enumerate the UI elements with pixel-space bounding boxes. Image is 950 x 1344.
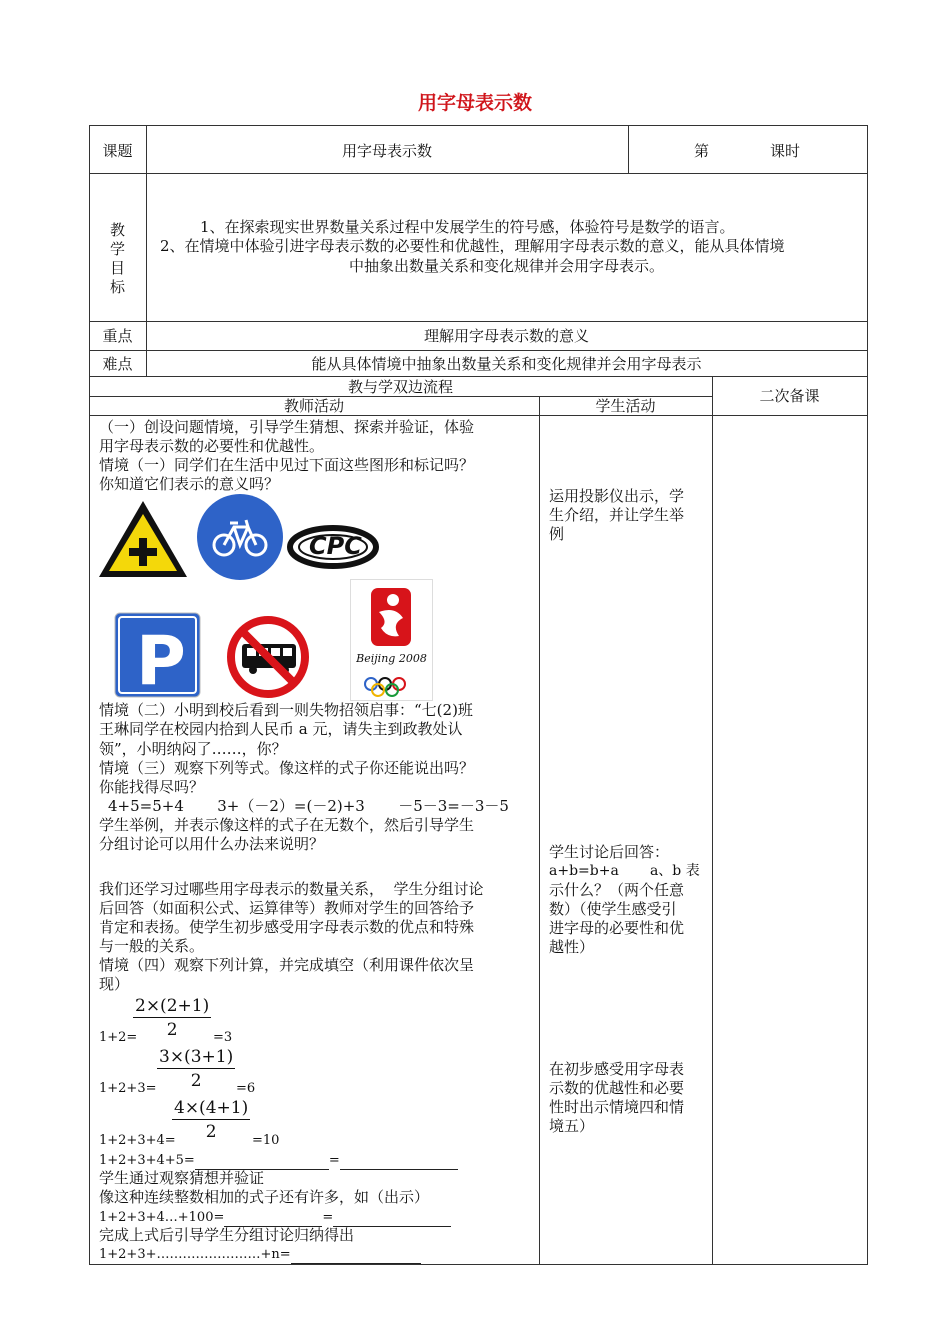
teacher-text: 完成上式后引导学生分组讨论归纳得出 xyxy=(99,1226,355,1244)
difficulty-value: 能从具体情境中抽象出数量关系和变化规律并会用字母表示 xyxy=(311,355,702,373)
teacher-text: 肯定和表扬。使学生初步感受用字母表示数的优点和特殊 xyxy=(99,918,475,936)
fraction-denominator: 2 xyxy=(190,1071,202,1091)
goal-line-2: 2、在情境中体验引进字母表示数的必要性和优越性，理解用字母表示数的意义，能从具体情境 xyxy=(160,237,785,255)
beijing-emblem-text: Beijing 2008 xyxy=(356,652,427,665)
key-point-value: 理解用字母表示数的意义 xyxy=(423,327,589,345)
fraction-2 xyxy=(157,1046,235,1093)
answer-blank[interactable] xyxy=(340,1169,458,1170)
teacher-text: 后回答（如面积公式、运算律等）教师对学生的回答给予 xyxy=(99,899,475,917)
teacher-text: 你知道它们表示的意义吗？ xyxy=(99,475,280,493)
fraction-numerator: 3×(3+1) xyxy=(159,1047,234,1067)
teacher-text: 学生通过观察猜想并验证 xyxy=(99,1169,265,1187)
student-text: 示什么？（两个任意 xyxy=(549,881,685,899)
student-text: 生介绍，并让学生举 xyxy=(549,506,685,524)
beijing-emblem-icon xyxy=(351,580,432,700)
fraction-3 xyxy=(172,1097,250,1144)
no-bus-icon xyxy=(225,614,311,700)
teacher-text: 情境（四）观察下列计算，并完成填空（利用课件依次呈 xyxy=(99,956,475,974)
parking-icon xyxy=(114,612,201,698)
fill-blank-row xyxy=(99,1208,451,1227)
bicycle-lane-icon xyxy=(196,493,284,581)
teacher-text: 现） xyxy=(99,975,130,993)
fraction-numerator: 2×(2+1) xyxy=(135,996,210,1016)
document-title: 用字母表示数 xyxy=(417,92,532,114)
fraction-numerator: 4×(4+1) xyxy=(174,1098,249,1118)
teacher-text: 情境（三）观察下列等式。像这样的式子你还能说出吗？ xyxy=(99,759,475,777)
student-text: 运用投影仪出示，学 xyxy=(549,487,685,505)
beijing-2008-emblem xyxy=(350,579,433,701)
student-text: 进字母的必要性和优 xyxy=(549,919,685,937)
crossroad-warning-icon xyxy=(97,498,190,580)
goals-label-char: 学 xyxy=(109,240,125,258)
sum-right: =6 xyxy=(236,1081,256,1096)
student-text: 学生讨论后回答： xyxy=(549,843,670,861)
sum-left: 1+2+3+4= xyxy=(99,1133,176,1148)
teacher-column-header: 教师活动 xyxy=(283,397,344,415)
sum-left: 1+2+3= xyxy=(99,1081,157,1096)
teacher-text: （一）创设问题情境，引导学生猜想、探索并验证，体验 xyxy=(99,418,475,436)
student-text: 在初步感受用字母表 xyxy=(549,1060,685,1078)
student-text: 越性） xyxy=(549,938,595,956)
fraction-1 xyxy=(133,995,211,1042)
teacher-text: 与一般的关系。 xyxy=(99,937,205,955)
sum-left: 1+2+3+4+5= xyxy=(99,1153,195,1168)
topic-label: 课题 xyxy=(102,142,133,160)
answer-blank[interactable] xyxy=(291,1263,421,1264)
goals-label-char: 目 xyxy=(109,259,125,277)
sum-left: 1+2+3+……………………+n= xyxy=(99,1247,291,1262)
student-text: 性时出示情境四和情 xyxy=(549,1098,685,1116)
equals-sign: = xyxy=(328,1153,340,1168)
teacher-text: 情境（二）小明到校后看到一则失物招领启事：“七(2)班 xyxy=(99,701,473,719)
svg-text:P: P xyxy=(136,622,186,698)
teacher-text: 你能找得尽吗？ xyxy=(99,778,205,796)
sum-left: 1+2= xyxy=(99,1030,138,1045)
sum-right: =3 xyxy=(213,1030,233,1045)
fraction-denominator: 2 xyxy=(205,1122,217,1142)
student-text: 境五） xyxy=(549,1117,595,1135)
flow-header: 教与学双边流程 xyxy=(347,378,453,396)
student-text: 数）（使学生感受引 xyxy=(549,900,677,918)
goals-label-char: 教 xyxy=(109,221,125,239)
student-text: 例 xyxy=(549,525,565,543)
teacher-text: 我们还学习过哪些用字母表示的数量关系， 学生分组讨论 xyxy=(99,880,484,898)
svg-text:CPC: CPC xyxy=(309,532,362,560)
student-text: a+b=b+a a、b 表 xyxy=(549,863,700,879)
fill-blank-row xyxy=(99,1245,421,1264)
goal-line-3: 中抽象出数量关系和变化规律并会用字母表示。 xyxy=(348,257,664,275)
lesson-label: 第 xyxy=(694,142,710,160)
key-point-label: 重点 xyxy=(102,327,133,345)
goal-line-1: 1、在探索现实世界数量关系过程中发展学生的符号感，体验符号是数学的语言。 xyxy=(200,218,735,236)
student-text: 示数的优越性和必要 xyxy=(549,1079,685,1097)
fill-blank-row xyxy=(99,1151,458,1170)
goals-label-char: 标 xyxy=(109,278,125,296)
fraction-denominator: 2 xyxy=(166,1020,178,1040)
equation-examples: 4+5=5+4 3+（－2）=(－2)+3 －5－3=－3－5 xyxy=(108,797,509,815)
sum-left: 1+2+3+4…+100= xyxy=(99,1210,225,1225)
lesson-suffix: 课时 xyxy=(770,142,801,160)
cpc-logo-icon xyxy=(287,518,379,570)
teacher-text: 分组讨论可以用什么办法来说明？ xyxy=(99,835,325,853)
teacher-text: 王琳同学在校园内拾到人民币 a 元，请失主到政教处认 xyxy=(99,720,463,738)
topic-value: 用字母表示数 xyxy=(341,142,432,160)
teacher-text: 用字母表示数的必要性和优越性。 xyxy=(99,437,325,455)
student-column-header: 学生活动 xyxy=(595,397,656,415)
notes-column-header: 二次备课 xyxy=(759,387,820,405)
teacher-text: 学生举例，并表示像这样的式子在无数个，然后引导学生 xyxy=(99,816,475,834)
sum-right: =10 xyxy=(252,1133,280,1148)
difficulty-label: 难点 xyxy=(102,355,133,373)
equals-sign: = xyxy=(322,1210,334,1225)
teacher-text: 领”，小明纳闷了……，你？ xyxy=(99,740,287,758)
teacher-text: 像这种连续整数相加的式子还有许多，如（出示） xyxy=(99,1188,430,1206)
teacher-text: 情境（一）同学们在生活中见过下面这些图形和标记吗？ xyxy=(99,456,475,474)
